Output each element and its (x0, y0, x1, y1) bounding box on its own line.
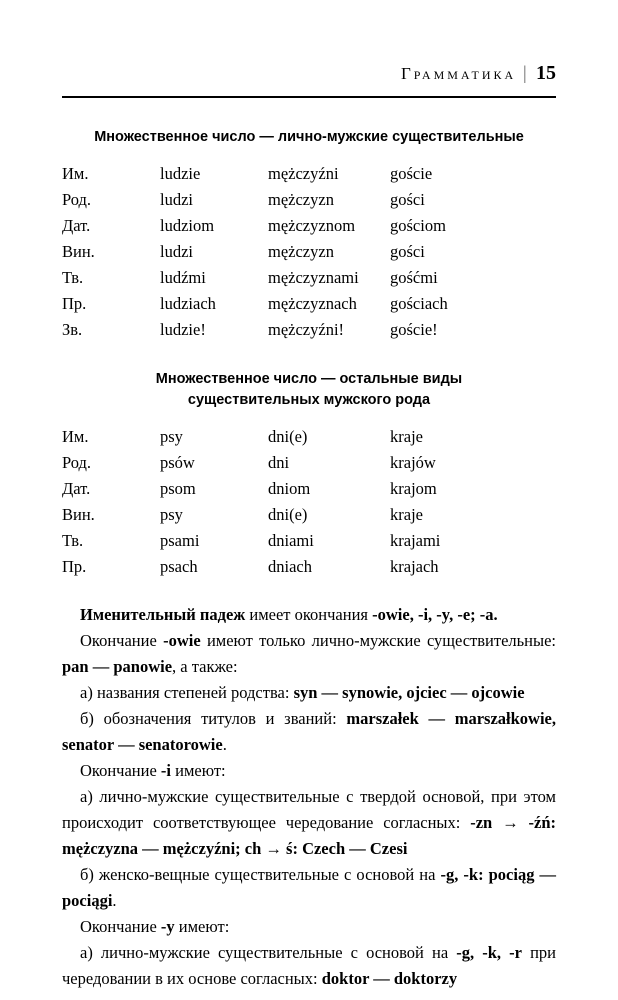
word-cell: dniach (268, 557, 312, 576)
word-cell: gości (390, 190, 425, 209)
word-cell: gośćmi (390, 268, 438, 287)
word-cell: mężczyznami (268, 268, 359, 287)
word-cell: psy (160, 505, 183, 524)
case-label: Пр. (62, 557, 87, 576)
table-row (62, 213, 556, 239)
page-header (62, 0, 556, 85)
case-label: Тв. (62, 531, 84, 550)
word-cell: krajami (390, 531, 441, 550)
header-separator: | (523, 63, 527, 84)
body-text (62, 602, 556, 992)
table-row (62, 554, 556, 580)
word-cell: kraje (390, 427, 423, 446)
word-cell: ludźmi (160, 268, 206, 287)
word-cell: psy (160, 427, 183, 446)
page-number: 15 (536, 62, 556, 84)
paragraph-i-item-b: б) женско-вещные существительные с основой на -g, -k: pociąg — pociągi. (62, 865, 557, 910)
word-cell: krajach (390, 557, 439, 576)
table-row (62, 239, 556, 265)
declension-table-personal-masculine (62, 161, 556, 343)
word-cell: krajom (390, 479, 437, 498)
word-cell: gości (390, 242, 425, 261)
word-cell: dniami (268, 531, 314, 550)
word-cell: mężczyznom (268, 216, 356, 235)
declension-table-other-masculine (62, 424, 556, 580)
case-label: Вин. (62, 505, 95, 524)
chapter-title: Грамматика (400, 64, 517, 83)
paragraph-y-item-a: а) лично-мужские существительные с основой на -g, -k, -r при чередовании в их основе согласных: doktor — doktorzy (62, 943, 556, 988)
word-cell: dni(e) (268, 427, 308, 446)
table1-title: Множественное число — лично-мужские существительные (94, 129, 524, 145)
paragraph-nominative-endings: Именительный падеж имеет окончания -owie, -i, -y, -e; -a. (80, 605, 498, 624)
word-cell: kraje (390, 505, 423, 524)
table-row (62, 450, 556, 476)
table-row (62, 265, 556, 291)
case-label: Тв. (62, 268, 84, 287)
word-cell: dniom (268, 479, 311, 498)
case-label: Вин. (62, 242, 95, 261)
paragraph-owie-ending: Окончание -owie имеют только лично-мужские существительные: pan — panowie, а также: (62, 631, 557, 676)
word-cell: gościom (390, 216, 446, 235)
case-label: Зв. (62, 320, 83, 339)
table-row (62, 528, 556, 554)
word-cell: ludzie (160, 164, 201, 183)
header-rule (62, 96, 556, 98)
word-cell: mężczyźni! (268, 320, 345, 339)
word-cell: dni(e) (268, 505, 308, 524)
table2-title (62, 369, 556, 411)
paragraph-i-item-a: а) лично-мужские существительные с твердой основой, при этом происходит соответствующее чередование согласных: -zn → -źń: mężczyzna — mężczyźni; ch → ś: Czech — Czesi (62, 787, 557, 858)
paragraph-owie-item-b: б) обозначения титулов и званий: marszałek — marszałkowie, senator — senatorowie. (62, 709, 557, 754)
case-label: Дат. (62, 216, 91, 235)
table-row (62, 317, 556, 343)
case-label: Пр. (62, 294, 87, 313)
word-cell: psach (160, 557, 198, 576)
word-cell: goście! (390, 320, 438, 339)
word-cell: mężczyźni (268, 164, 339, 183)
word-cell: ludziom (160, 216, 215, 235)
word-cell: ludzi (160, 190, 193, 209)
word-cell: dni (268, 453, 290, 472)
paragraph-y-ending: Окончание -y имеют: (80, 917, 230, 936)
word-cell: mężczyzn (268, 190, 334, 209)
table-row (62, 161, 556, 187)
paragraph-i-ending: Окончание -i имеют: (80, 761, 226, 780)
case-label: Им. (62, 427, 89, 446)
table2-title-line1: Множественное число — остальные виды (155, 371, 463, 387)
word-cell: goście (390, 164, 433, 183)
table-row (62, 424, 556, 450)
word-cell: ludzie! (160, 320, 206, 339)
paragraph-owie-item-a: а) названия степеней родства: syn — synowie, ojciec — ojcowie (80, 683, 525, 702)
word-cell: ludziach (160, 294, 216, 313)
case-label: Дат. (62, 479, 91, 498)
word-cell: gościach (390, 294, 448, 313)
word-cell: mężczyznach (268, 294, 357, 313)
word-cell: psami (160, 531, 200, 550)
table2-title-line2: существительных мужского рода (187, 392, 431, 408)
word-cell: psom (160, 479, 196, 498)
case-label: Род. (62, 453, 92, 472)
table-row (62, 291, 556, 317)
case-label: Им. (62, 164, 89, 183)
word-cell: krajów (390, 453, 436, 472)
table-row (62, 502, 556, 528)
table-row (62, 476, 556, 502)
word-cell: ludzi (160, 242, 193, 261)
word-cell: psów (160, 453, 195, 472)
table-row (62, 187, 556, 213)
case-label: Род. (62, 190, 92, 209)
word-cell: mężczyzn (268, 242, 334, 261)
